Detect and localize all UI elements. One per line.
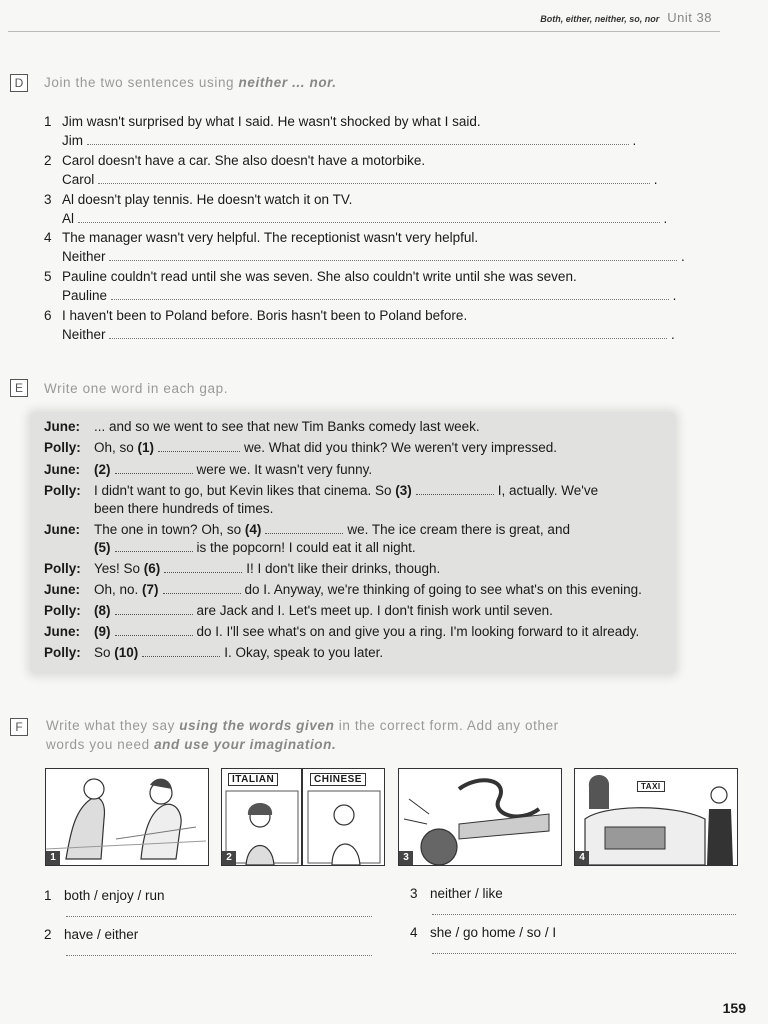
speaker-name: June:: [44, 462, 81, 477]
item-prompt: Carol doesn't have a car. She also doesn't have a motorbike.: [62, 152, 426, 168]
answer-blank[interactable]: [66, 915, 372, 917]
exercise-f-item: [410, 923, 556, 942]
item-prompt: I haven't been to Poland before. Boris hasn't been to Poland before.: [62, 308, 468, 323]
dialogue-line: [44, 580, 642, 599]
gap-number: (6): [143, 561, 161, 576]
gap-blank[interactable]: [265, 521, 343, 534]
answer-blank[interactable]: [98, 171, 650, 184]
speaker-name: Polly:: [44, 561, 81, 576]
dialogue-text: were we. It wasn't very funny.: [196, 462, 373, 477]
answer-line[interactable]: [62, 170, 658, 189]
item-prompt: Al doesn't play tennis. He doesn't watch it on TV.: [62, 191, 353, 207]
exercise-d-item: [44, 306, 675, 342]
speaker-name: June:: [44, 582, 81, 597]
dialogue-line: [44, 643, 383, 662]
section-d-instruction: Join the two sentences using neither ... nor.: [44, 75, 337, 90]
dialogue-text: been there hundreds of times.: [94, 501, 274, 516]
item-prompt: Jim wasn't surprised by what I said. He wasn't shocked by what I said.: [62, 114, 481, 129]
snake-illustration: [399, 769, 561, 865]
item-number: 3: [410, 886, 418, 901]
taxi-illustration: [575, 769, 737, 865]
answer-start: Pauline: [62, 288, 108, 304]
gap-number: (4): [244, 522, 262, 537]
dialogue-line: [44, 559, 440, 578]
answer-line[interactable]: [62, 131, 636, 150]
gap-number: (8): [94, 603, 111, 618]
dialogue-text: Yes! So: [94, 561, 144, 576]
item-prompt: neither / like: [430, 886, 503, 901]
exercise-f-item: [44, 886, 165, 905]
dialogue-text: So: [94, 645, 115, 660]
item-prompt: both / enjoy / run: [64, 888, 165, 903]
dialogue-text: I! I don't like their drinks, though.: [246, 561, 441, 576]
answer-start: Neither: [62, 249, 106, 265]
dialogue-line: [44, 481, 598, 500]
answer-start: Al: [62, 210, 75, 226]
item-number: 2: [44, 927, 52, 942]
full-stop: .: [659, 210, 668, 226]
speaker-name: June:: [44, 419, 81, 434]
item-number: 2: [44, 152, 52, 168]
gap-blank[interactable]: [115, 539, 193, 552]
gap-blank[interactable]: [115, 623, 193, 636]
item-number: 4: [410, 925, 418, 940]
item-number: 4: [44, 230, 52, 246]
dialogue-line: [44, 520, 570, 539]
dialogue-text: The one in town? Oh, so: [94, 522, 245, 537]
speaker-name: June:: [44, 624, 81, 639]
exercise-d-item: [44, 151, 658, 187]
gap-blank[interactable]: [142, 644, 220, 657]
dialogue-line: [44, 601, 553, 620]
panel-number: 1: [46, 851, 60, 865]
gap-blank[interactable]: [164, 560, 242, 573]
gap-blank[interactable]: [115, 461, 193, 474]
item-prompt: she / go home / so / I: [430, 925, 557, 940]
answer-blank[interactable]: [66, 954, 372, 956]
panel-number: 2: [222, 851, 236, 865]
dialogue-text: do I. I'll see what's on and give you a ring. I'm looking forward to it already.: [196, 624, 640, 639]
exercise-d-item: [44, 267, 677, 304]
gap-blank[interactable]: [158, 439, 240, 452]
full-stop: .: [650, 171, 658, 187]
header-topic: Both, either, neither, so, nor: [540, 14, 660, 24]
gap-blank[interactable]: [416, 482, 494, 495]
section-f-marker: F: [10, 718, 28, 736]
answer-start: Carol: [62, 171, 95, 187]
item-number: 1: [44, 114, 52, 129]
answer-blank[interactable]: [432, 952, 736, 954]
picture-panel-2: [221, 768, 385, 866]
panel-number: 3: [399, 851, 413, 865]
italian-sign: ITALIAN: [228, 773, 278, 786]
exercise-f-item: [410, 884, 503, 903]
taxi-sign: TAXI: [637, 781, 665, 792]
panel-number: 4: [575, 851, 589, 865]
item-number: 6: [44, 308, 52, 323]
item-number: 5: [44, 269, 52, 285]
answer-blank[interactable]: [432, 913, 736, 915]
gap-number: (5): [94, 540, 111, 555]
dialogue-text: Oh, no.: [94, 582, 143, 597]
header-unit: Unit 38: [667, 10, 712, 25]
speaker-name: Polly:: [44, 645, 81, 660]
item-number: 1: [44, 888, 52, 903]
runners-illustration: [46, 769, 208, 865]
exercise-d-item: [44, 228, 685, 265]
dialogue-line: [44, 460, 372, 479]
full-stop: .: [668, 288, 677, 304]
dialogue-line: [44, 538, 416, 557]
picture-panel-1: [45, 768, 209, 866]
section-e-marker: E: [10, 379, 28, 397]
restaurant-illustration: [222, 769, 384, 865]
answer-line[interactable]: [62, 247, 685, 266]
chinese-sign: CHINESE: [310, 773, 366, 786]
dialogue-text: we. What did you think? We weren't very impressed.: [244, 440, 557, 455]
dialogue-text: is the popcorn! I could eat it all night.: [196, 540, 416, 555]
exercise-d-item: [44, 112, 637, 148]
dialogue-line: [44, 622, 639, 641]
dialogue-line: [44, 438, 557, 457]
gap-number: (9): [94, 624, 111, 639]
full-stop: .: [628, 133, 637, 148]
gap-number: (3): [395, 483, 412, 498]
gap-number: (1): [137, 440, 155, 455]
page-number: 159: [722, 1000, 746, 1016]
answer-blank[interactable]: [109, 248, 677, 261]
answer-start: Jim: [62, 133, 83, 148]
header-divider: [8, 31, 720, 32]
picture-panel-4: [574, 768, 738, 866]
exercise-d-item: [44, 190, 668, 226]
item-prompt: The manager wasn't very helpful. The receptionist wasn't very helpful.: [62, 230, 479, 246]
speaker-name: Polly:: [44, 440, 81, 455]
answer-line[interactable]: [62, 325, 675, 344]
dialogue-line: [44, 417, 480, 436]
dialogue-text: I didn't want to go, but Kevin likes that cinema. So: [94, 483, 396, 498]
exercise-f-item: [44, 925, 138, 944]
page-header: [540, 10, 712, 25]
answer-blank[interactable]: [78, 210, 660, 223]
full-stop: .: [677, 249, 685, 265]
gap-blank[interactable]: [163, 581, 241, 594]
gap-blank[interactable]: [115, 602, 193, 615]
section-e-instruction: Write one word in each gap.: [44, 381, 229, 396]
item-prompt: have / either: [64, 927, 139, 942]
gap-number: (7): [142, 582, 159, 597]
answer-line[interactable]: [62, 286, 676, 305]
dialogue-text: I. Okay, speak to you later.: [224, 645, 384, 660]
speaker-name: Polly:: [44, 603, 81, 618]
dialogue-text: ... and so we went to see that new Tim Banks comedy last week.: [94, 419, 480, 434]
section-f-instruction: Write what they say using the words given in the correct form. Add any other words you need and use your imagination.: [46, 718, 559, 752]
picture-panel-3: [398, 768, 562, 866]
answer-blank[interactable]: [111, 287, 669, 300]
dialogue-line: [44, 499, 273, 518]
speaker-name: June:: [44, 522, 81, 537]
answer-blank[interactable]: [109, 326, 667, 339]
gap-number: (10): [114, 645, 139, 660]
speaker-name: Polly:: [44, 483, 81, 498]
full-stop: .: [667, 327, 675, 342]
section-d-marker: D: [10, 74, 28, 92]
item-number: 3: [44, 191, 52, 207]
answer-blank[interactable]: [87, 132, 629, 145]
dialogue-text: Oh, so: [94, 440, 138, 455]
dialogue-text: I, actually. We've: [497, 483, 599, 498]
answer-start: Neither: [62, 327, 106, 342]
answer-line[interactable]: [62, 209, 667, 228]
gap-number: (2): [94, 462, 111, 477]
dialogue-text: do I. Anyway, we're thinking of going to see what's on this evening.: [244, 582, 642, 597]
dialogue-text: we. The ice cream there is great, and: [347, 522, 570, 537]
item-prompt: Pauline couldn't read until she was seven. She also couldn't write until she was seven.: [62, 269, 577, 285]
dialogue-text: are Jack and I. Let's meet up. I don't finish work until seven.: [196, 603, 553, 618]
